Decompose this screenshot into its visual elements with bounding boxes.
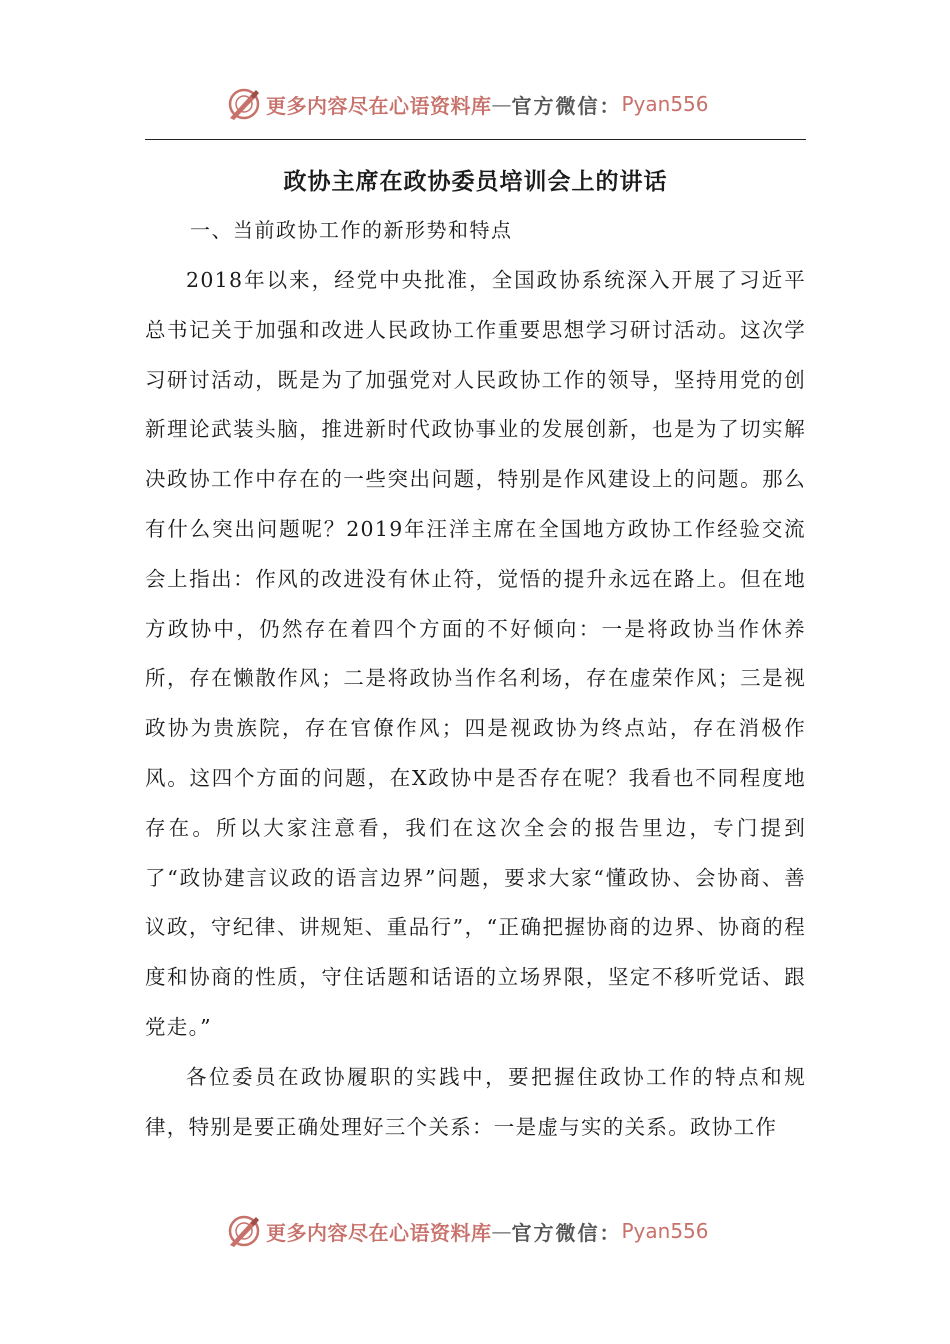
- footer-watermark: [226, 1211, 709, 1251]
- body-paragraph-1: 2018年以来，经党中央批准，全国政协系统深入开展了习近平总书记关于加强和改进人民政协工作重要思想学习研讨活动。这次学习研讨活动，既是为了加强党对人民政协工作的领导，坚持用党的创新理论武装头脑，推进新时代政协事业的发展创新，也是为了切实解决政协工作中存在的一些突出问题，特别是作风建设上的问题。那么有什么突出问题呢？2019年汪洋主席在全国地方政协工作经验交流会上指出：作风的改进没有休止符，觉悟的提升永远在路上。但在地方政协中，仍然存在着四个方面的不好倾向：一是将政协当作休养所，存在懒散作风；二是将政协当作名利场，存在虚荣作风；三是视政协为贵族院，存在官僚作风；四是视政协为终点站，存在消极作风。这四个方面的问题，在X政协中是否存在呢？我看也不同程度地存在。所以大家注意看，我们在这次全会的报告里边，专门提到了“政协建言议政的语言边界”问题，要求大家“懂政协、会协商、善议政，守纪律、讲规矩、重品行”，“正确把握协商的边界、协商的程度和协商的性质，守住话题和话语的立场界限，坚定不移听党话、跟党走。”: [145, 268, 806, 1039]
- watermark-dash: —: [491, 1219, 512, 1243]
- watermark-wechat-id: Pyan556: [621, 92, 709, 116]
- watermark-official-label: 官方微信：: [511, 93, 622, 118]
- watermark-dash: —: [491, 92, 512, 116]
- pen-logo-icon: [226, 86, 262, 122]
- document-title: 政协主席在政协委员培训会上的讲话: [283, 168, 668, 195]
- watermark-brand: 更多内容尽在心语资料库: [266, 1220, 492, 1245]
- section-heading: 一、当前政协工作的新形势和特点: [190, 218, 513, 242]
- watermark-brand: 更多内容尽在心语资料库: [266, 93, 492, 118]
- watermark-official-label: 官方微信：: [511, 1220, 622, 1245]
- document-body: [145, 256, 806, 1152]
- header-watermark: [226, 84, 709, 124]
- body-paragraph-2: 各位委员在政协履职的实践中，要把握住政协工作的特点和规律，特别是要正确处理好三个关系：一是虚与实的关系。政协工作: [145, 1064, 806, 1139]
- header-divider: [145, 139, 806, 140]
- watermark-wechat-id: Pyan556: [621, 1219, 709, 1243]
- pen-logo-icon: [226, 1213, 262, 1249]
